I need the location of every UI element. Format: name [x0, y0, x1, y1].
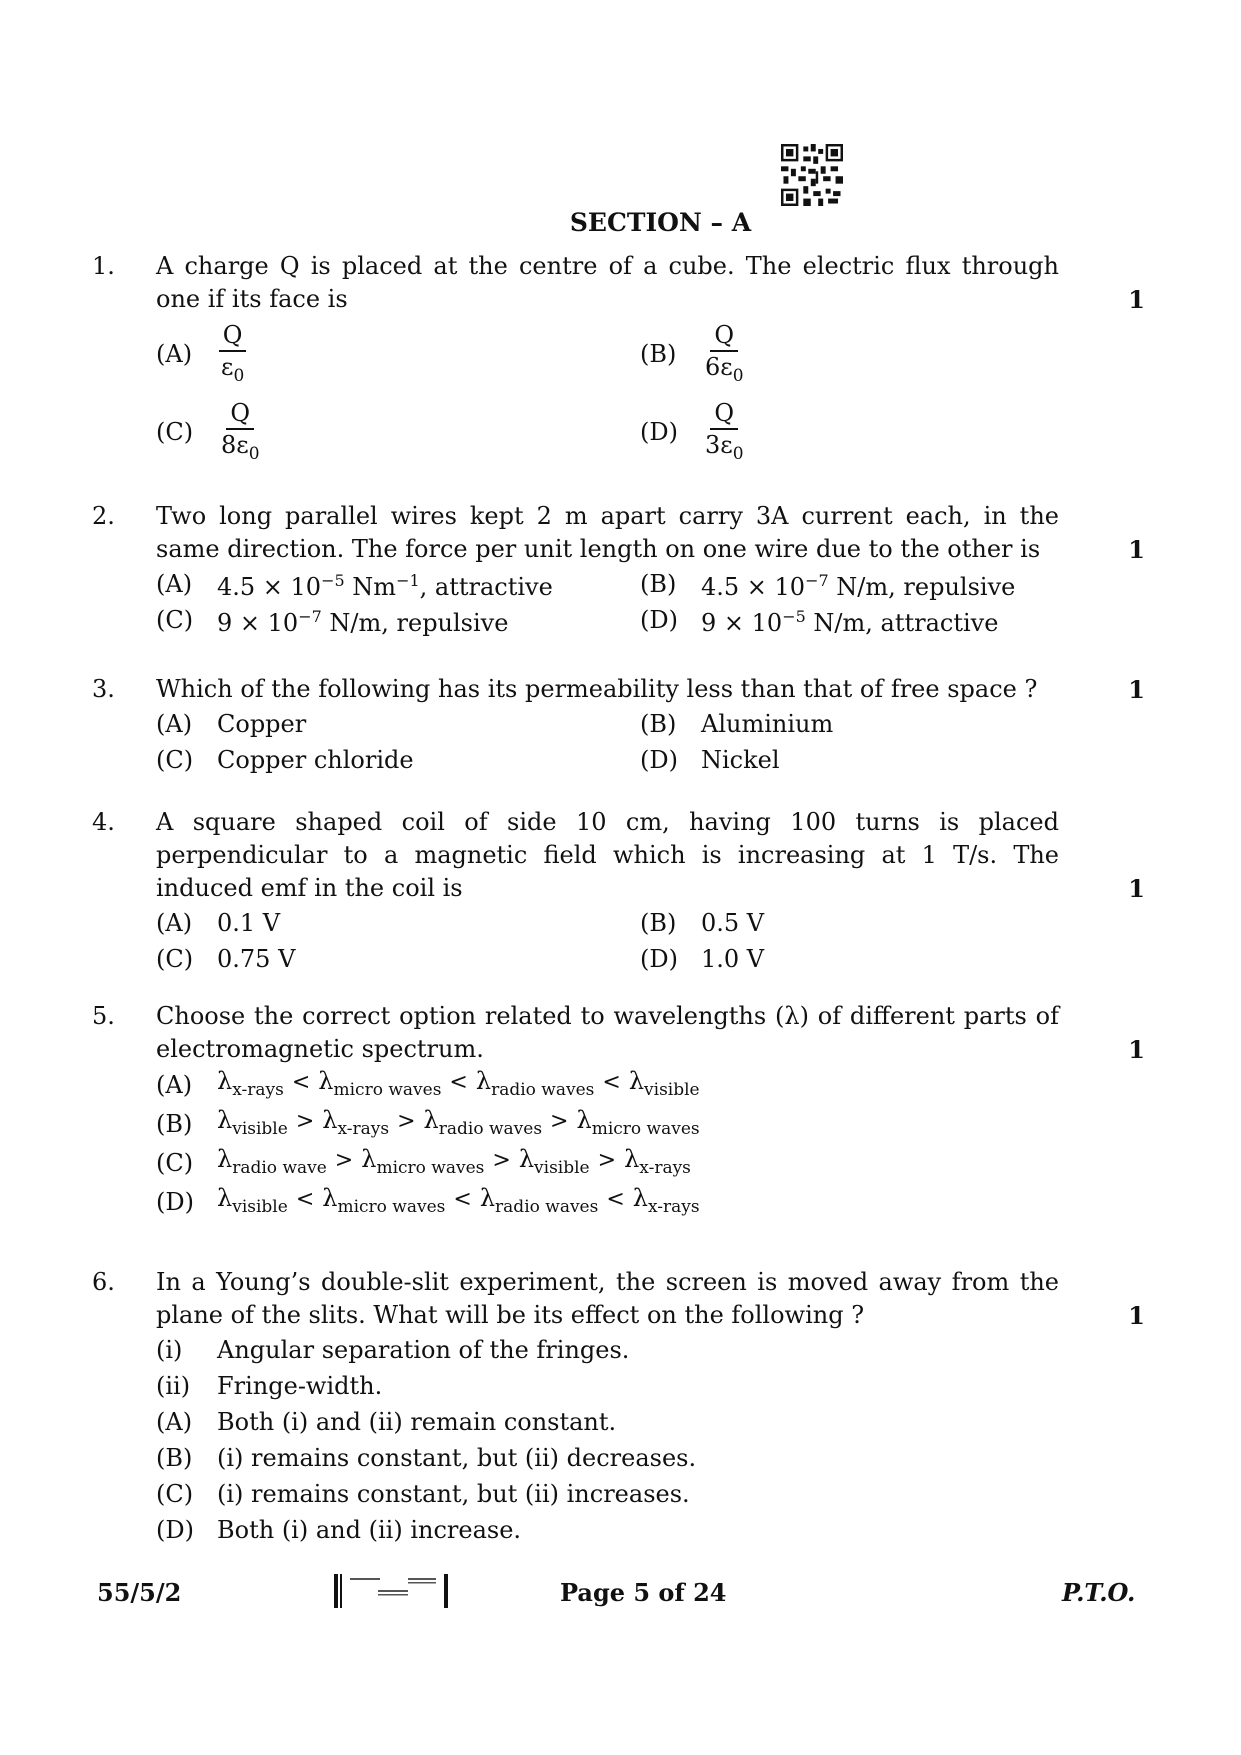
wavelength-subscript: radio waves: [491, 1079, 595, 1100]
option-label: (B): [156, 1443, 193, 1472]
question-6: [92, 1266, 1145, 1548]
option-suffix: N/m, attractive: [805, 609, 999, 637]
lambda-symbol: λ: [361, 1144, 377, 1173]
lambda-symbol: λ: [479, 1183, 496, 1212]
option-content: [217, 1182, 700, 1224]
wavelength-subscript: radio wave: [232, 1157, 327, 1178]
option: [640, 708, 1124, 741]
options: [156, 566, 1145, 638]
unit-exponent: −1: [396, 571, 420, 590]
question-number: 6.: [92, 1268, 115, 1296]
option: [640, 907, 1124, 940]
option: [640, 600, 1124, 640]
denominator: [701, 430, 748, 469]
option: [156, 907, 640, 940]
comparison-operator: >: [334, 1147, 354, 1173]
option-label: (D): [640, 944, 678, 973]
option-row: [156, 1476, 1145, 1512]
option-label: (D): [640, 605, 678, 634]
option-row: [156, 941, 1145, 977]
lambda-symbol: λ: [322, 1105, 338, 1134]
option-label: (A): [156, 569, 193, 598]
option-content: [217, 907, 280, 940]
wavelength-subscript: radio waves: [438, 1118, 543, 1139]
lambda-symbol: λ: [576, 1105, 592, 1134]
question-number: 5.: [92, 1002, 115, 1030]
option-text: 1.0 V: [701, 944, 765, 973]
option: [640, 744, 1124, 777]
option-text: 0.75 V: [217, 944, 296, 973]
option-label: (D): [640, 745, 678, 774]
option: [640, 564, 1124, 604]
option: [156, 1406, 616, 1439]
option-content: [701, 708, 833, 741]
sub-item: [156, 1332, 1145, 1368]
option-content: [217, 320, 248, 391]
option: [156, 744, 640, 777]
barcode-icon: [334, 1572, 454, 1612]
option-content: [701, 320, 748, 391]
unit: Nm: [344, 573, 397, 601]
numerator: Q: [710, 320, 738, 352]
option: [156, 1104, 700, 1146]
denominator-subscript: 0: [732, 443, 744, 464]
option: [156, 398, 640, 469]
question-text: Choose the correct option related to wavelengths (λ) of different parts of electromagnetic spectrum.: [156, 1002, 1059, 1063]
wavelength-subscript: micro waves: [591, 1118, 700, 1139]
option-coefficient: 9 × 10: [217, 609, 299, 637]
lambda-symbol: λ: [475, 1066, 492, 1095]
question-3: [92, 673, 1145, 778]
option-row: [156, 742, 1145, 778]
option-text: 0.1 V: [217, 908, 281, 937]
lambda-symbol: λ: [518, 1144, 535, 1173]
option-content: [701, 943, 764, 976]
option-label: (C): [156, 1479, 194, 1508]
option-suffix: N/m, repulsive: [321, 609, 509, 637]
option-text: Aluminium: [701, 709, 834, 738]
lambda-symbol: λ: [624, 1144, 640, 1173]
option-text: Both (i) and (ii) remain constant.: [217, 1407, 617, 1436]
wavelength-subscript: x-rays: [337, 1118, 390, 1139]
numerator: Q: [226, 398, 254, 430]
lambda-symbol: λ: [217, 1144, 233, 1173]
wavelength-subscript: x-rays: [232, 1079, 284, 1100]
fraction: [701, 398, 748, 469]
lambda-symbol: λ: [217, 1105, 233, 1134]
marks-label: 1: [1128, 874, 1145, 903]
lambda-symbol: λ: [217, 1183, 233, 1212]
option: [156, 1514, 521, 1547]
question-1: [92, 250, 1145, 472]
denominator: [701, 352, 748, 391]
denominator-subscript: 0: [732, 365, 744, 386]
option-content: [701, 600, 998, 640]
wavelength-subscript: radio waves: [495, 1196, 599, 1217]
option-content: [217, 564, 553, 604]
question-text: A charge Q is placed at the centre of a cube. The electric flux through one if its face is: [156, 252, 1059, 313]
question-text: Which of the following has its permeability less than that of free space ?: [156, 675, 1038, 703]
comparison-operator: >: [397, 1108, 416, 1134]
option-row: [156, 316, 1145, 394]
option-label: (D): [156, 1188, 194, 1216]
option-content: [217, 1442, 696, 1475]
numerator: Q: [710, 398, 738, 430]
option-label: (A): [156, 709, 193, 738]
option-content: [217, 1104, 700, 1146]
wavelength-subscript: x-rays: [639, 1157, 691, 1178]
wavelength-subscript: visible: [644, 1079, 700, 1100]
exponent: −7: [805, 571, 829, 590]
option-content: [701, 907, 764, 940]
option-content: [217, 1065, 700, 1107]
option: [156, 708, 640, 741]
option-text: Fringe-width.: [217, 1371, 383, 1400]
exponent: −5: [321, 571, 345, 590]
option-row: [156, 706, 1145, 742]
lambda-symbol: λ: [318, 1066, 334, 1095]
question-4: [92, 806, 1145, 977]
comparison-operator: <: [602, 1069, 621, 1095]
option-coefficient: 4.5 × 10: [701, 573, 806, 601]
option-label: (B): [640, 908, 677, 937]
fraction: [701, 320, 748, 391]
option: [640, 320, 1124, 391]
question-5: [92, 1000, 1145, 1222]
marks-label: 1: [1128, 675, 1145, 704]
comparison-operator: >: [492, 1147, 511, 1173]
exponent: −5: [782, 607, 806, 626]
option-text: (i) remains constant, but (ii) increases.: [217, 1479, 690, 1508]
wavelength-subscript: micro waves: [337, 1196, 446, 1217]
comparison-operator: <: [449, 1069, 468, 1095]
marks-label: 1: [1128, 285, 1145, 314]
comparison-operator: >: [295, 1108, 315, 1134]
option-coefficient: 4.5 × 10: [217, 573, 322, 601]
denominator-base: 6ε: [705, 352, 733, 381]
option-suffix: N/m, repulsive: [828, 573, 1016, 601]
option-label: (A): [156, 908, 193, 937]
options: [156, 1332, 1145, 1548]
question-number: 2.: [92, 502, 115, 530]
option-content: [217, 600, 508, 640]
comparison-operator: <: [453, 1186, 472, 1212]
sub-item: [156, 1368, 1145, 1404]
option-content: [217, 1478, 690, 1511]
option-label: (B): [640, 340, 677, 369]
qr-code-icon: [781, 144, 843, 206]
option: [156, 943, 640, 976]
wavelength-subscript: visible: [232, 1118, 288, 1139]
section-title: SECTION – A: [569, 208, 752, 237]
option-coefficient: 9 × 10: [701, 609, 783, 637]
option-text: 0.5 V: [701, 908, 765, 937]
option-row: [156, 394, 1145, 472]
paper-code: 55/5/2: [97, 1578, 182, 1607]
option-label: (i): [156, 1335, 183, 1364]
option: [156, 320, 640, 391]
option-content: [217, 1406, 616, 1439]
option-label: (C): [156, 605, 194, 634]
marks-label: 1: [1128, 1035, 1145, 1064]
option-row: [156, 905, 1145, 941]
exponent: −7: [298, 607, 322, 626]
options: [156, 1066, 1145, 1222]
options: [156, 706, 1145, 778]
option-label: (B): [640, 709, 677, 738]
option: [156, 1370, 640, 1403]
option-content: [701, 564, 1015, 604]
question-text: Two long parallel wires kept 2 m apart carry 3A current each, in the same direction. The force per unit length on one wire due to the other is: [156, 502, 1059, 563]
option: [156, 1334, 640, 1367]
denominator-subscript: 0: [248, 443, 260, 464]
option-text: Nickel: [701, 745, 780, 774]
option-label: (C): [156, 745, 194, 774]
lambda-symbol: λ: [632, 1183, 648, 1212]
lambda-symbol: λ: [217, 1066, 233, 1095]
question-2: [92, 500, 1145, 638]
option-label: (A): [156, 1071, 193, 1099]
wavelength-subscript: x-rays: [648, 1196, 700, 1217]
option-label: (C): [156, 418, 194, 447]
option: [156, 1442, 696, 1475]
option-content: [701, 398, 748, 469]
options: [156, 316, 1145, 472]
option-suffix: , attractive: [419, 573, 553, 601]
lambda-symbol: λ: [628, 1066, 645, 1095]
denominator-base: 3ε: [705, 430, 733, 459]
lambda-symbol: λ: [322, 1183, 338, 1212]
option-content: [217, 1370, 382, 1403]
wavelength-subscript: micro waves: [376, 1157, 485, 1178]
option-content: [217, 1514, 521, 1547]
option-text: Copper: [217, 709, 307, 738]
wavelength-subscript: visible: [534, 1157, 590, 1178]
option-label: (A): [156, 1407, 193, 1436]
option-row: [156, 1066, 1145, 1105]
option: [156, 1065, 700, 1107]
marks-label: 1: [1128, 535, 1145, 564]
option-row: [156, 1105, 1145, 1144]
option-content: [217, 744, 414, 777]
option-label: (B): [156, 1110, 193, 1138]
numerator: Q: [219, 320, 247, 352]
comparison-operator: <: [606, 1186, 625, 1212]
wavelength-subscript: micro waves: [333, 1079, 442, 1100]
option-row: [156, 1404, 1145, 1440]
denominator-subscript: 0: [233, 365, 245, 386]
question-text: A square shaped coil of side 10 cm, having 100 turns is placed perpendicular to a magnetic field which is increasing at 1 T/s. The induced emf in the coil is: [156, 808, 1059, 902]
option-label: (C): [156, 1149, 194, 1177]
option-row: [156, 1144, 1145, 1183]
option: [156, 1182, 700, 1224]
option: [640, 943, 1124, 976]
option-label: (C): [156, 944, 194, 973]
option-content: [217, 943, 295, 976]
question-text: In a Young’s double-slit experiment, the screen is moved away from the plane of the slits. What will be its effect on the following ?: [156, 1268, 1059, 1329]
options: [156, 905, 1145, 977]
option: [156, 564, 640, 604]
option-text: Angular separation of the fringes.: [217, 1335, 630, 1364]
option-content: [217, 1143, 691, 1185]
option-text: Copper chloride: [217, 745, 414, 774]
option: [156, 1478, 690, 1511]
option-label: (B): [640, 569, 677, 598]
denominator-base: 8ε: [221, 430, 249, 459]
fraction: [217, 398, 264, 469]
page-number: Page 5 of 24: [560, 1578, 727, 1607]
option-label: (A): [156, 340, 193, 369]
question-number: 1.: [92, 252, 115, 280]
wavelength-subscript: visible: [232, 1196, 288, 1217]
option-text: Both (i) and (ii) increase.: [217, 1515, 522, 1544]
question-number: 4.: [92, 808, 115, 836]
option-content: [217, 1334, 629, 1367]
question-number: 3.: [92, 675, 115, 703]
option: [156, 1143, 691, 1185]
option-label: (ii): [156, 1371, 191, 1400]
option-content: [217, 398, 264, 469]
option: [156, 600, 640, 640]
option-text: (i) remains constant, but (ii) decreases.: [217, 1443, 697, 1472]
denominator: [217, 430, 264, 469]
fraction: [217, 320, 248, 391]
comparison-operator: <: [295, 1186, 315, 1212]
comparison-operator: >: [597, 1147, 617, 1173]
option-row: [156, 602, 1145, 638]
option-content: [217, 708, 306, 741]
comparison-operator: <: [291, 1069, 311, 1095]
lambda-symbol: λ: [423, 1105, 439, 1134]
option-label: (D): [156, 1515, 194, 1544]
option-label: (D): [640, 418, 678, 447]
denominator: [217, 352, 248, 391]
option-row: [156, 1512, 1145, 1548]
denominator-base: ε: [221, 352, 234, 381]
option-row: [156, 1440, 1145, 1476]
pto-label: P.T.O.: [1062, 1578, 1136, 1607]
option-row: [156, 1183, 1145, 1222]
option: [640, 398, 1124, 469]
option-row: [156, 566, 1145, 602]
marks-label: 1: [1128, 1301, 1145, 1330]
option-content: [701, 744, 780, 777]
comparison-operator: >: [550, 1108, 569, 1134]
